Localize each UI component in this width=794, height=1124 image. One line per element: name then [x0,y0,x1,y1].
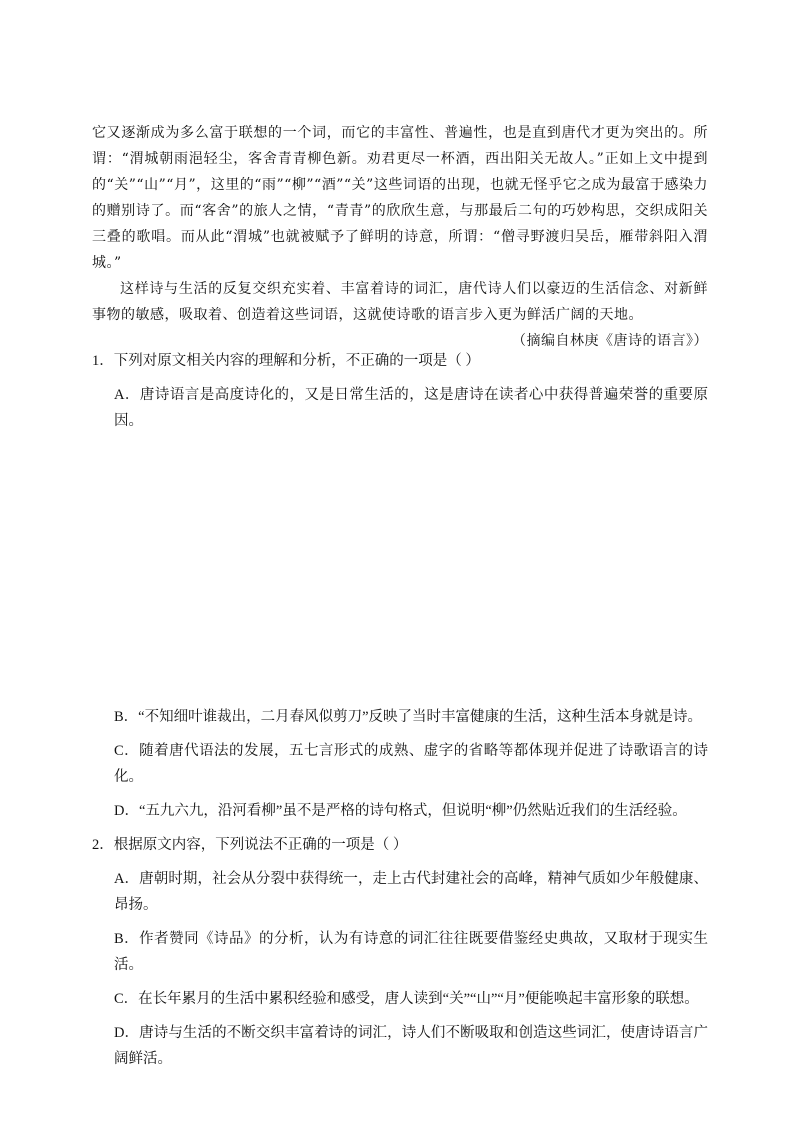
question-section [92,348,708,1080]
answer-blank-space [92,442,708,704]
question-1-stem: 1．下列对原文相关内容的理解和分析，不正确的一项是（ ） [92,353,480,369]
question-2-stem: 2．根据原文内容，下列说法不正确的一项是（ ） [92,837,408,853]
question-2-option-b: B．作者赞同《诗品》的分析，认为有诗意的词汇往往既要借鉴经史典故，又取材于现实生活。 [114,931,708,973]
question-2 [92,832,708,1072]
question-2-option-c: C．在长年累月的生活中累积经验和感受，唐人读到“关”“山”“月”便能唤起丰富形象的联想。 [114,991,699,1007]
question-1-option-a: A．唐诗语言是高度诗化的，又是日常生活的，这是唐诗在读者心中获得普遍荣誉的重要原因。 [114,387,708,429]
question-1-option-d: D．“五九六九，沿河看柳”虽不是严格的诗句格式，但说明“柳”仍然贴近我们的生活经验。 [114,803,687,819]
passage-source: （摘编自林庚《唐诗的语言》） [512,333,708,349]
question-1-option-b: B．“不知细叶谁裁出，二月春风似剪刀”反映了当时丰富健康的生活，这种生活本身就是诗。 [114,709,703,725]
question-1 [92,348,708,824]
reading-passage [92,120,708,354]
passage-paragraph-1: 它又逐渐成为多么富于联想的一个词，而它的丰富性、普遍性，也是直到唐代才更为突出的。所谓：“渭城朝雨浥轻尘，客舍青青柳色新。劝君更尽一杯酒，西出阳关无故人。”正如上文中提到的“关”“山”“月”，这里的“雨”“柳”“酒”“关”这些词语的出现，也就无怪乎它之成为最富于感染力的赠别诗了。而“客舍”的旅人之情，“青青”的欣欣生意，与那最后二句的巧妙构思，交织成阳关三叠的歌唱。而从此“渭城”也就被赋予了鲜明的诗意，所谓：“僧寻野渡归吴岳，雁带斜阳入渭城。” [92,125,708,271]
question-2-option-a: A．唐朝时期，社会从分裂中获得统一，走上古代封建社会的高峰，精神气质如少年般健康、昂扬。 [114,871,708,913]
question-2-option-d: D．唐诗与生活的不断交织丰富着诗的词汇，诗人们不断吸取和创造这些词汇，使唐诗语言广阔鲜活。 [114,1025,708,1067]
passage-paragraph-2: 这样诗与生活的反复交织充实着、丰富着诗的词汇，唐代诗人们以豪迈的生活信念、对新鲜事物的敏感，吸取着、创造着这些词语，这就使诗歌的语言步入更为鲜活广阔的天地。 [92,281,708,323]
question-1-option-c: C．随着唐代语法的发展，五七言形式的成熟、虚字的省略等都体现并促进了诗歌语言的诗化。 [114,743,708,785]
